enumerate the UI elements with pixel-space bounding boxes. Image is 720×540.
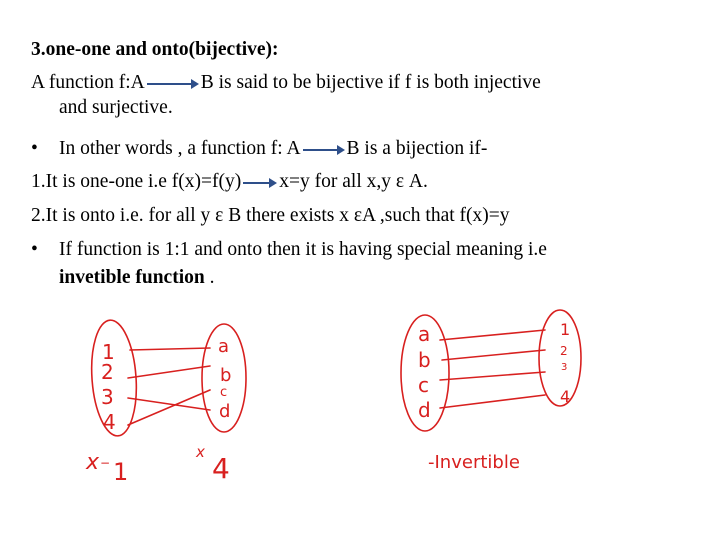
left-domain-4: 4 [103, 410, 116, 434]
right-arrow-4 [440, 395, 545, 408]
right-arrow-2 [442, 350, 545, 360]
left-domain-3: 3 [101, 385, 114, 409]
left-domain-2: 2 [101, 360, 114, 384]
right-domain-c: c [418, 373, 429, 397]
other-words-before: In other words , a function f: A [59, 138, 301, 159]
invertible-caption: -Invertible [428, 452, 520, 473]
term-end: . [204, 267, 215, 288]
left-arrow-1 [130, 348, 210, 350]
heading: 3.one-one and onto(bijective): [31, 39, 279, 60]
right-arrow-3 [440, 372, 545, 380]
left-domain-1: 1 [102, 340, 115, 364]
right-domain-b: b [418, 348, 431, 372]
left-codomain-d: d [219, 401, 231, 422]
left-minus-mark: − [100, 456, 111, 470]
right-codomain-4: 4 [560, 387, 571, 406]
left-x-value: 1 [113, 458, 129, 486]
right-codomain-2: 2 [560, 344, 568, 358]
invertible-term: invetible function [59, 267, 205, 288]
bullet-icon: • [31, 239, 38, 260]
right-domain-d: d [418, 398, 431, 422]
right-arrow-1 [440, 330, 545, 340]
definition-continuation: and surjective. [59, 97, 173, 118]
point-one-before: 1.It is one-one i.e f(x)=f(y) [31, 171, 242, 192]
left-x-label: x [86, 450, 100, 475]
right-x-label: x [196, 443, 205, 461]
other-words-after: B is a bijection if- [346, 138, 488, 159]
special-meaning-line: If function is 1:1 and onto then it is having special meaning i.e [59, 239, 547, 260]
left-codomain-b: b [220, 365, 232, 386]
right-x-value: 4 [212, 452, 230, 485]
bullet-icon: • [31, 138, 38, 159]
left-codomain-a: a [218, 336, 230, 357]
left-arrow-2 [128, 366, 210, 378]
point-two-line: 2.It is onto i.e. for all y ε B there exists x εA ,such that f(x)=y [31, 205, 510, 226]
right-codomain-3: 3 [561, 362, 568, 373]
right-codomain-1: 1 [560, 320, 571, 339]
right-domain-a: a [418, 322, 431, 346]
definition-before: A function f:A [31, 72, 145, 93]
point-one-after: x=y for all x,y ε A. [279, 171, 428, 192]
left-codomain-c: c [220, 385, 228, 400]
definition-after: B is said to be bijective if f is both injective [200, 72, 541, 93]
